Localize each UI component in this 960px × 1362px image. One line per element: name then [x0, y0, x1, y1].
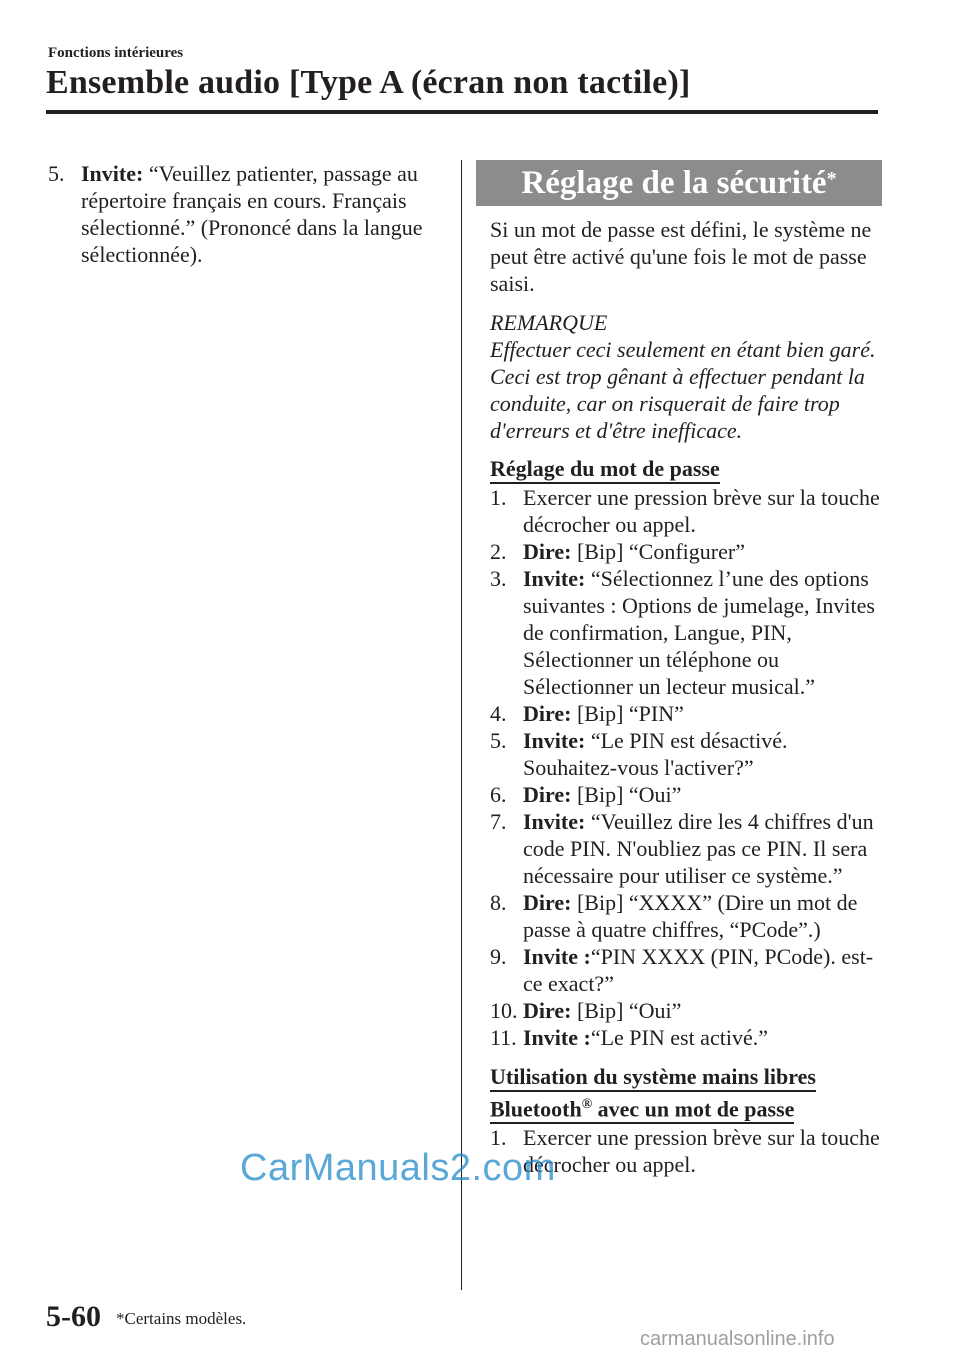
step-text: “Le PIN est désactivé. Souhaitez-vous l'activer?” — [523, 728, 788, 780]
subheading-handsfree-password — [490, 1063, 882, 1124]
step-number: 7. — [490, 809, 507, 834]
section-banner — [476, 160, 882, 206]
watermark-carmanualsonline: carmanualsonline.info — [640, 1328, 835, 1350]
step-text: “Sélectionnez l’une des options suivantes : Options de jumelage, Invites de confirmation, Langue, PIN, Sélectionner un téléphone ou Sélectionner un lecteur musical.” — [523, 566, 875, 699]
step-label: Invite : — [523, 1025, 591, 1050]
banner-asterisk: * — [826, 167, 837, 190]
list-item — [490, 997, 882, 1024]
step-label: Invite: — [523, 728, 586, 753]
step-label: Dire: — [523, 782, 572, 807]
watermark-carmanuals2: CarManuals2.com — [240, 1147, 556, 1189]
list-item — [490, 565, 882, 700]
subheading-brand: Bluetooth — [490, 1096, 582, 1122]
page-number: 5-60 — [46, 1300, 101, 1333]
step-text: Exercer une pression brève sur la touche décrocher ou appel. — [523, 485, 880, 537]
step-label: Dire: — [523, 701, 572, 726]
step-number: 1. — [490, 1125, 507, 1151]
footnote: *Certains modèles. — [116, 1309, 247, 1328]
password-setup-steps — [490, 484, 882, 1051]
step-number: 9. — [490, 944, 507, 969]
step-label: Dire: — [523, 890, 572, 915]
right-column — [490, 160, 882, 1178]
note-heading: REMARQUE — [490, 310, 608, 335]
step-text: [Bip] “XXXX” (Dire un mot de passe à quatre chiffres, “PCode”.) — [523, 890, 858, 942]
subheading-line-1: Utilisation du système mains libres — [490, 1064, 816, 1092]
step-text: [Bip] “Configurer” — [571, 539, 745, 564]
step-label: Invite: — [81, 161, 144, 186]
chapter-title: Ensemble audio [Type A (écran non tactile)] — [46, 64, 691, 101]
step-label: Invite: — [523, 566, 586, 591]
step-label: Invite : — [523, 944, 591, 969]
step-text: [Bip] “Oui” — [571, 998, 682, 1023]
step-text: Exercer une pression brève sur la touche décrocher ou appel. — [523, 1125, 880, 1178]
step-number: 4. — [490, 701, 507, 726]
section-label: Fonctions intérieures — [48, 45, 184, 61]
intro-paragraph: Si un mot de passe est défini, le système ne peut être activé qu'une fois le mot de passe saisi. — [490, 217, 872, 296]
step-text: “PIN XXXX (PIN, PCode). est-ce exact?” — [523, 944, 874, 996]
step-label: Dire: — [523, 998, 572, 1023]
subheading-password-setup: Réglage du mot de passe — [490, 456, 720, 484]
step-number: 10. — [490, 998, 518, 1023]
step-number: 6. — [490, 782, 507, 807]
note-body: Effectuer ceci seulement en étant bien garé. Ceci est trop gênant à effectuer pendant la conduite, car on risquerait de faire trop d'erreurs et d'être inefficace. — [490, 337, 876, 443]
step-label: Invite: — [523, 809, 586, 834]
step-number: 5. — [490, 728, 507, 753]
banner-title: Réglage de la sécurité — [521, 164, 827, 201]
column-divider — [461, 160, 462, 1290]
list-item — [490, 808, 882, 889]
step-text: “Le PIN est activé.” — [590, 1025, 768, 1050]
step-text: [Bip] “Oui” — [571, 782, 682, 807]
step-text: “Veuillez patienter, passage au répertoire français en cours. Français sélectionné.” (Prononcé dans la langue sélectionnée). — [81, 161, 423, 267]
step-text: “Veuillez dire les 4 chiffres d'un code PIN. N'oubliez pas ce PIN. Il sera nécessaire pour utiliser ce système.” — [523, 809, 874, 888]
list-item — [490, 889, 882, 943]
step-number: 3. — [490, 566, 507, 591]
step-number: 8. — [490, 890, 507, 915]
step-number: 2. — [490, 539, 507, 564]
list-item — [490, 1024, 882, 1051]
header-rule — [46, 110, 878, 114]
list-item — [490, 943, 882, 997]
left-step-list — [48, 160, 440, 268]
step-text: [Bip] “PIN” — [571, 701, 684, 726]
list-item — [490, 781, 882, 808]
list-item — [490, 538, 882, 565]
list-item — [490, 484, 882, 538]
step-label: Dire: — [523, 539, 572, 564]
step-number: 11. — [490, 1025, 517, 1050]
subheading-rest: avec un mot de passe — [592, 1096, 795, 1122]
subheading-line-2 — [490, 1092, 794, 1124]
list-item — [48, 160, 440, 268]
list-item — [490, 700, 882, 727]
registered-mark: ® — [581, 1097, 593, 1112]
list-item — [490, 727, 882, 781]
left-column — [48, 160, 440, 268]
step-number: 1. — [490, 485, 507, 510]
step-number: 5. — [48, 161, 65, 186]
